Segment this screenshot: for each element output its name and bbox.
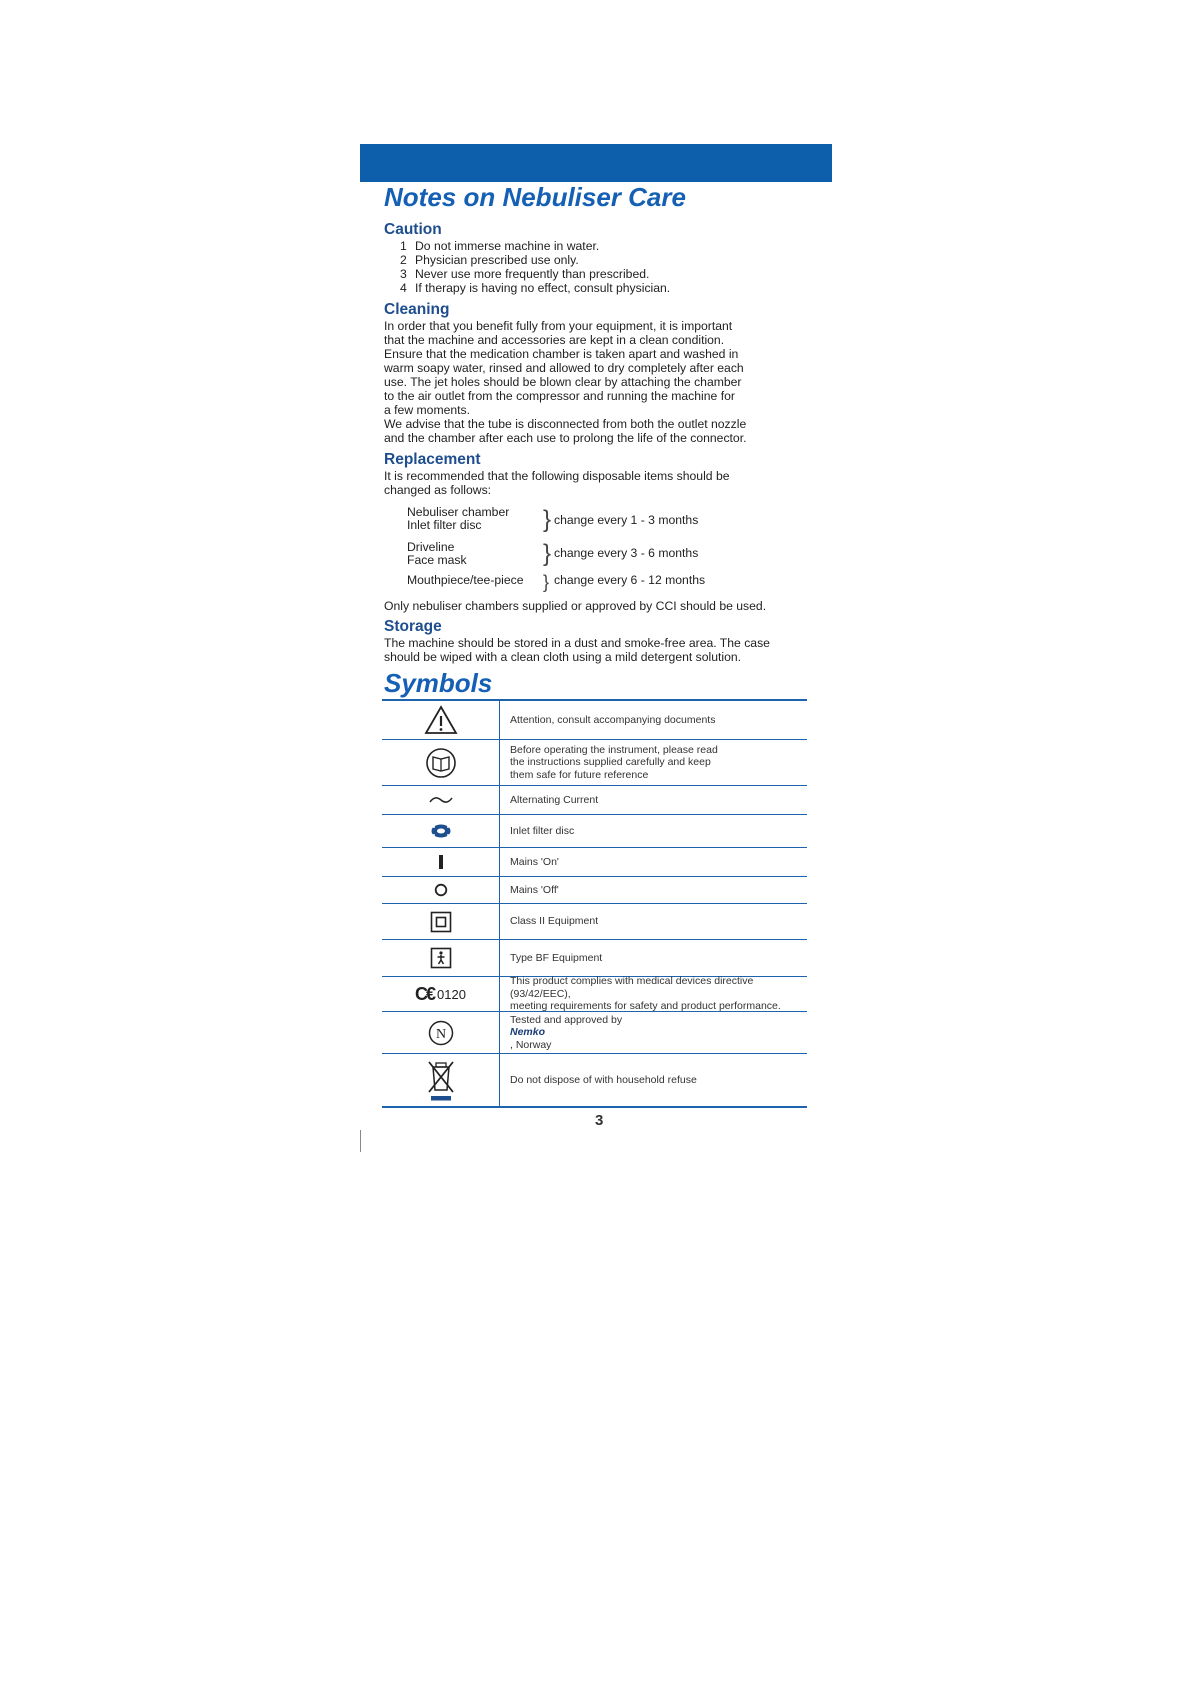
table-row: [382, 904, 807, 940]
symbol-description: Tested and approved by Nemko , Norway: [510, 1013, 623, 1051]
ce-mark-icon: C€ 0120: [382, 977, 500, 1011]
alternating-current-icon: [382, 786, 500, 814]
table-row: [382, 848, 807, 877]
svg-text:N: N: [435, 1026, 446, 1042]
symbol-description: Attention, consult accompanying documents: [510, 713, 716, 726]
replacement-note: Only nebuliser chambers supplied or approved by CCI should be used.: [384, 599, 767, 613]
table-row: [382, 877, 807, 904]
caution-list: [400, 239, 670, 295]
table-row: [382, 701, 807, 740]
nemko-icon: [382, 1012, 500, 1053]
symbol-description: Mains 'On': [510, 855, 559, 868]
replacement-item: Nebuliser chamber Inlet filter disc: [407, 505, 510, 532]
manual-book-icon: [382, 740, 500, 785]
symbols-heading: Symbols: [384, 668, 493, 698]
brace-icon: }: [543, 572, 550, 592]
list-item: 3 Never use more frequently than prescribed.: [400, 267, 650, 281]
filter-disc-icon: [382, 815, 500, 847]
symbol-description: Class II Equipment: [510, 915, 599, 928]
margin-mark: [360, 1130, 361, 1152]
storage-text: The machine should be stored in a dust and smoke-free area. The case should be wiped with a clean cloth using a mild detergent solution.: [384, 636, 770, 664]
symbol-description: Do not dispose of with household refuse: [510, 1073, 697, 1086]
type-bf-icon: [382, 940, 500, 976]
symbol-description: Mains 'Off': [510, 883, 559, 896]
symbol-description: Type BF Equipment: [510, 951, 603, 964]
replacement-heading: Replacement: [384, 451, 481, 468]
replacement-item: Driveline Face mask: [407, 540, 467, 567]
table-row: [382, 977, 807, 1012]
table-row: [382, 940, 807, 977]
cleaning-text: In order that you benefit fully from your equipment, it is important that the machine and accessories are kept in a clean condition. Ensure that the medication chamber is taken apart and washed in warm soapy water, rinsed and allowed to dry completely after each use. The jet holes should be blown clear by attaching the chamber to the air outlet from the compressor and running the machine for a few moments. We advise that the tube is disconnected from both the outlet nozzle and the chamber after each use to prolong the life of the connector.: [384, 319, 747, 445]
page-number: 3: [595, 1112, 604, 1129]
list-item: 1 Do not immerse machine in water.: [400, 239, 600, 253]
storage-heading: Storage: [384, 618, 442, 635]
replacement-intro: It is recommended that the following disposable items should be changed as follows:: [384, 469, 730, 497]
replacement-interval: change every 1 - 3 months: [554, 513, 699, 527]
symbol-description: Inlet filter disc: [510, 824, 575, 837]
table-row: [382, 815, 807, 848]
symbols-table: [382, 699, 807, 1108]
list-item: 2 Physician prescribed use only.: [400, 253, 579, 267]
mains-off-icon: [382, 877, 500, 903]
table-row: [382, 1012, 807, 1054]
symbol-description: Alternating Current: [510, 793, 599, 806]
replacement-interval: change every 3 - 6 months: [554, 546, 699, 560]
page-title: Notes on Nebuliser Care: [384, 182, 686, 212]
manual-page: [360, 144, 832, 1154]
list-item: 4 If therapy is having no effect, consult physician.: [400, 281, 671, 295]
weee-bin-icon: [382, 1054, 500, 1106]
mains-on-icon: [382, 848, 500, 876]
table-row: [382, 786, 807, 815]
replacement-interval: change every 6 - 12 months: [554, 573, 706, 587]
brace-icon: }: [543, 540, 552, 567]
caution-heading: Caution: [384, 221, 442, 238]
warning-triangle-icon: [382, 701, 500, 739]
cleaning-heading: Cleaning: [384, 301, 450, 318]
class-ii-icon: [382, 904, 500, 939]
header-bar: [360, 144, 832, 182]
symbol-description: This product complies with medical devices directive (93/42/EEC), meeting requirements for safety and product performance.: [510, 975, 781, 1013]
table-row: [382, 740, 807, 786]
brace-icon: }: [543, 506, 552, 533]
symbol-description: Before operating the instrument, please read the instructions supplied carefully and keep them safe for future reference: [510, 743, 718, 781]
replacement-item: Mouthpiece/tee-piece: [407, 573, 524, 587]
table-row: [382, 1054, 807, 1108]
